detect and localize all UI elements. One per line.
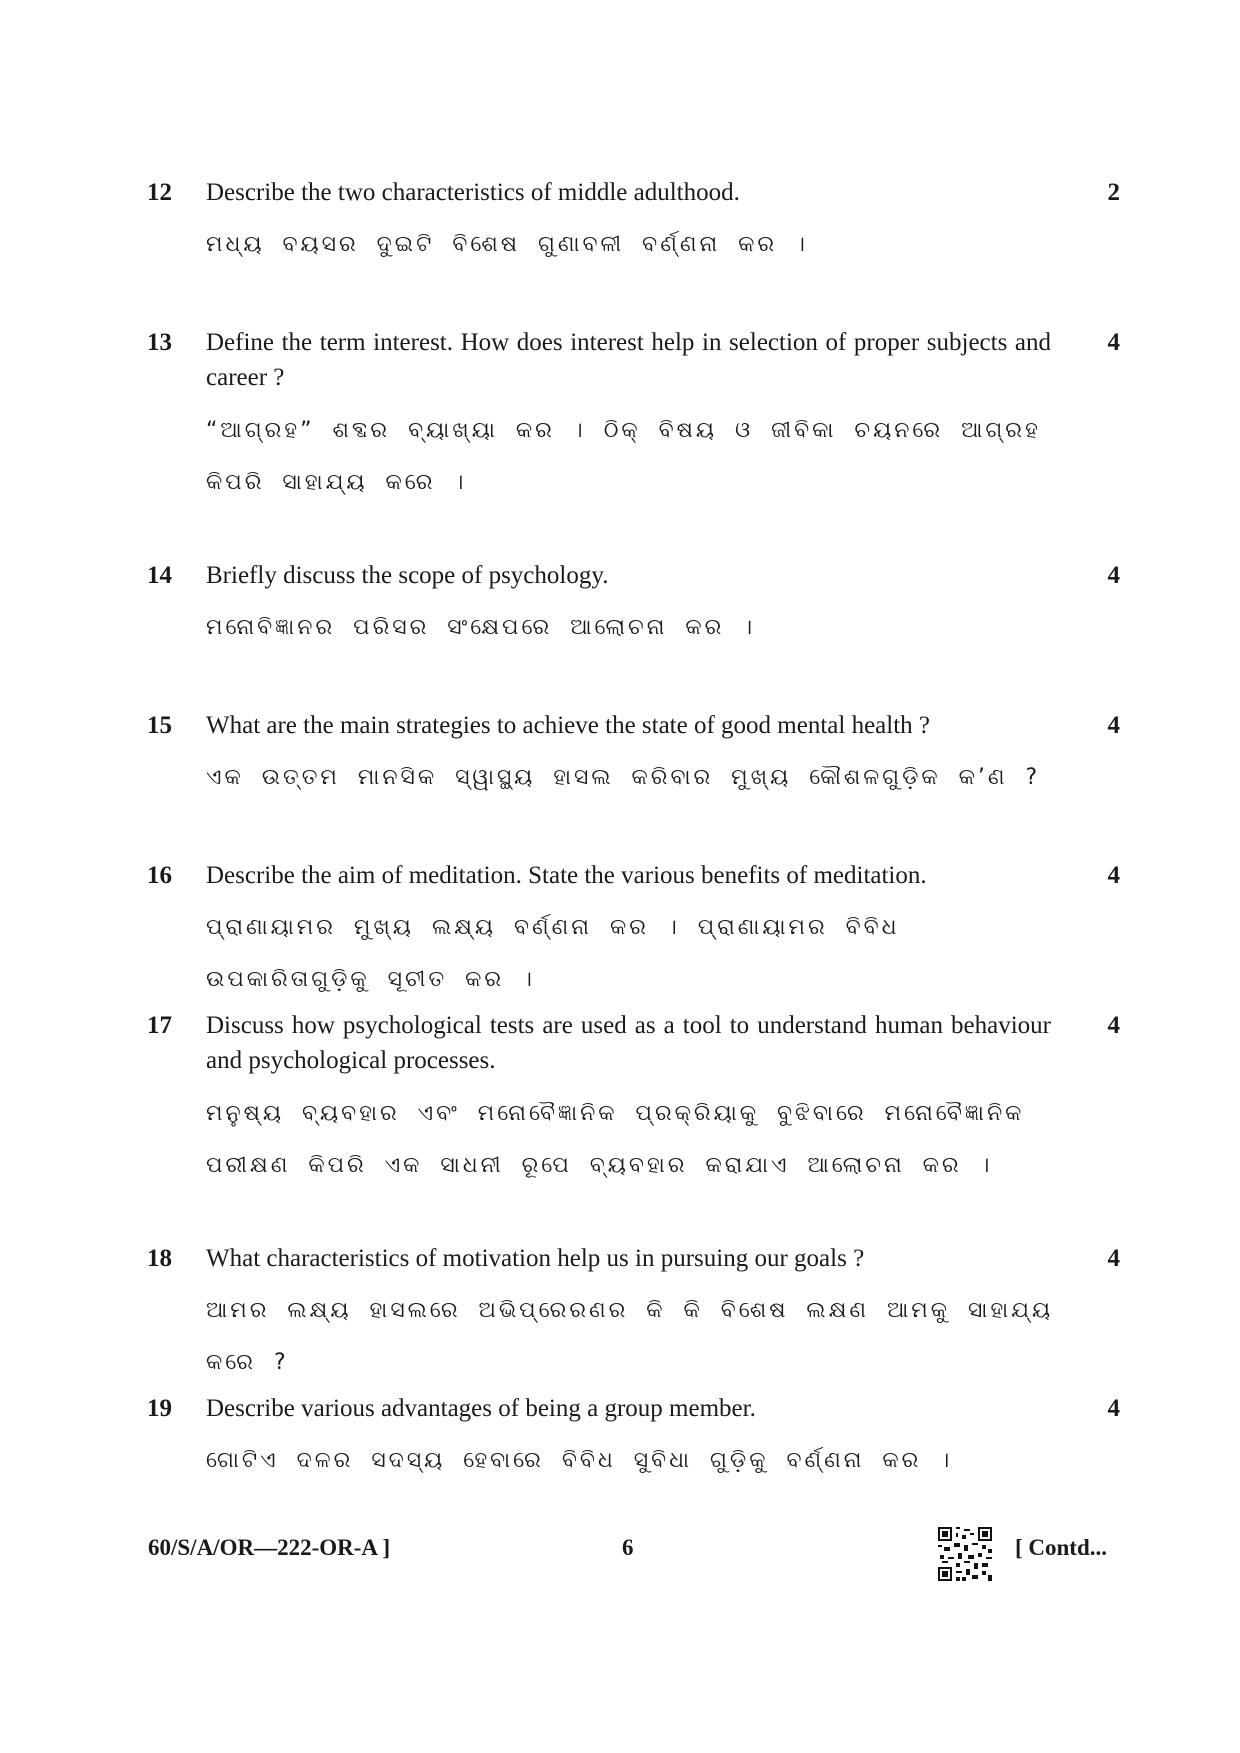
question-text-odia: ମନୁଷ୍ୟ ବ୍ୟବହାର ଏବଂ ମନୋବୈଜ୍ଞାନିକ ପ୍ରକ୍ରିୟାକୁ ବୁଝିବାରେ ମନୋବୈଜ୍ଞାନିକ ପରୀକ୍ଷଣ କିପରି ଏକ ସାଧନୀ ରୂପେ ବ୍ୟବହାର କରାଯାଏ ଆଲୋଚନା କର । [206,1101,1025,1178]
question-number: 14 [147,562,172,589]
question-marks: 2 [1107,179,1120,206]
question-text-english: What are the main strategies to achieve the state of good mental health ? [206,712,931,739]
question-marks: 4 [1107,1395,1120,1422]
question-number: 13 [147,329,172,356]
question-marks: 4 [1107,562,1120,589]
question-text-odia: ଏକ ଉତ୍ତମ ମାନସିକ ସ୍ୱାସ୍ଥ୍ୟ ହାସଲ କରିବାର ମୁଖ୍ୟ କୌଶଳଗୁଡ଼ିକ କ’ଣ ? [206,765,1041,790]
question-text-odia: ଗୋଟିଏ ଦଳର ସଦସ୍ୟ ହେବାରେ ବିବିଧ ସୁବିଧା ଗୁଡ଼ିକୁ ବର୍ଣ୍ଣନା କର । [206,1448,953,1473]
question-text-odia: ପ୍ରାଣାୟାମର ମୁଖ୍ୟ ଲକ୍ଷ୍ୟ ବର୍ଣ୍ଣନା କର । ପ୍ରାଣାୟାମର ବିବିଧ ଉପକାରିତାଗୁଡ଼ିକୁ ସୂଚୀତ କର । [206,915,900,992]
question-number: 15 [147,712,172,739]
page-footer [0,1525,1240,1585]
question-text-english: Briefly discuss the scope of psychology. [206,562,609,589]
question-number: 17 [147,1012,172,1039]
question-marks: 4 [1107,329,1120,356]
question-number: 16 [147,862,172,889]
question-text-odia: ଆମର ଲକ୍ଷ୍ୟ ହାସଲରେ ଅଭିପ୍ରେରଣର କି କି ବିଶେଷ ଲକ୍ଷଣ ଆମକୁ ସାହାଯ୍ୟ କରେ ? [206,1298,1054,1375]
question-marks: 4 [1107,1245,1120,1272]
question-number: 19 [147,1395,172,1422]
question-text-odia: ମଧ୍ୟ ବୟସର ଦୁଇଟି ବିଶେଷ ଗୁଣାବଳୀ ବର୍ଣ୍ଣନା କର । [206,232,808,257]
qr-code-icon [938,1527,992,1581]
question-number: 18 [147,1245,172,1272]
question-number: 12 [147,179,172,206]
question-text-english: Define the term interest. How does interest help in selection of proper subjects and career ? [206,329,1051,391]
question-text-odia: “ଆଗ୍ରହ” ଶବ୍ଦର ବ୍ୟାଖ୍ୟା କର । ଠିକ୍ ବିଷୟ ଓ ଜୀବିକା ଚୟନରେ ଆଗ୍ରହ କିପରି ସାହାଯ୍ୟ କରେ । [206,418,1041,495]
question-text-english: Describe various advantages of being a group member. [206,1395,756,1422]
continued-label: [ Contd... [1015,1535,1108,1560]
paper-code: 60/S/A/OR—222-OR-A ] [148,1535,391,1560]
question-text-english: What characteristics of motivation help us in pursuing our goals ? [206,1245,865,1272]
question-text-odia: ମନୋବିଜ୍ଞାନର ପରିସର ସଂକ୍ଷେପରେ ଆଲୋଚନା କର । [206,615,756,640]
question-text-english: Describe the two characteristics of middle adulthood. [206,179,740,206]
page-number: 6 [622,1535,634,1560]
question-text-english: Describe the aim of meditation. State the various benefits of meditation. [206,862,927,889]
question-marks: 4 [1107,712,1120,739]
question-marks: 4 [1107,1012,1120,1039]
question-text-english: Discuss how psychological tests are used as a tool to understand human behaviour and psychological processes. [206,1012,1051,1074]
question-marks: 4 [1107,862,1120,889]
